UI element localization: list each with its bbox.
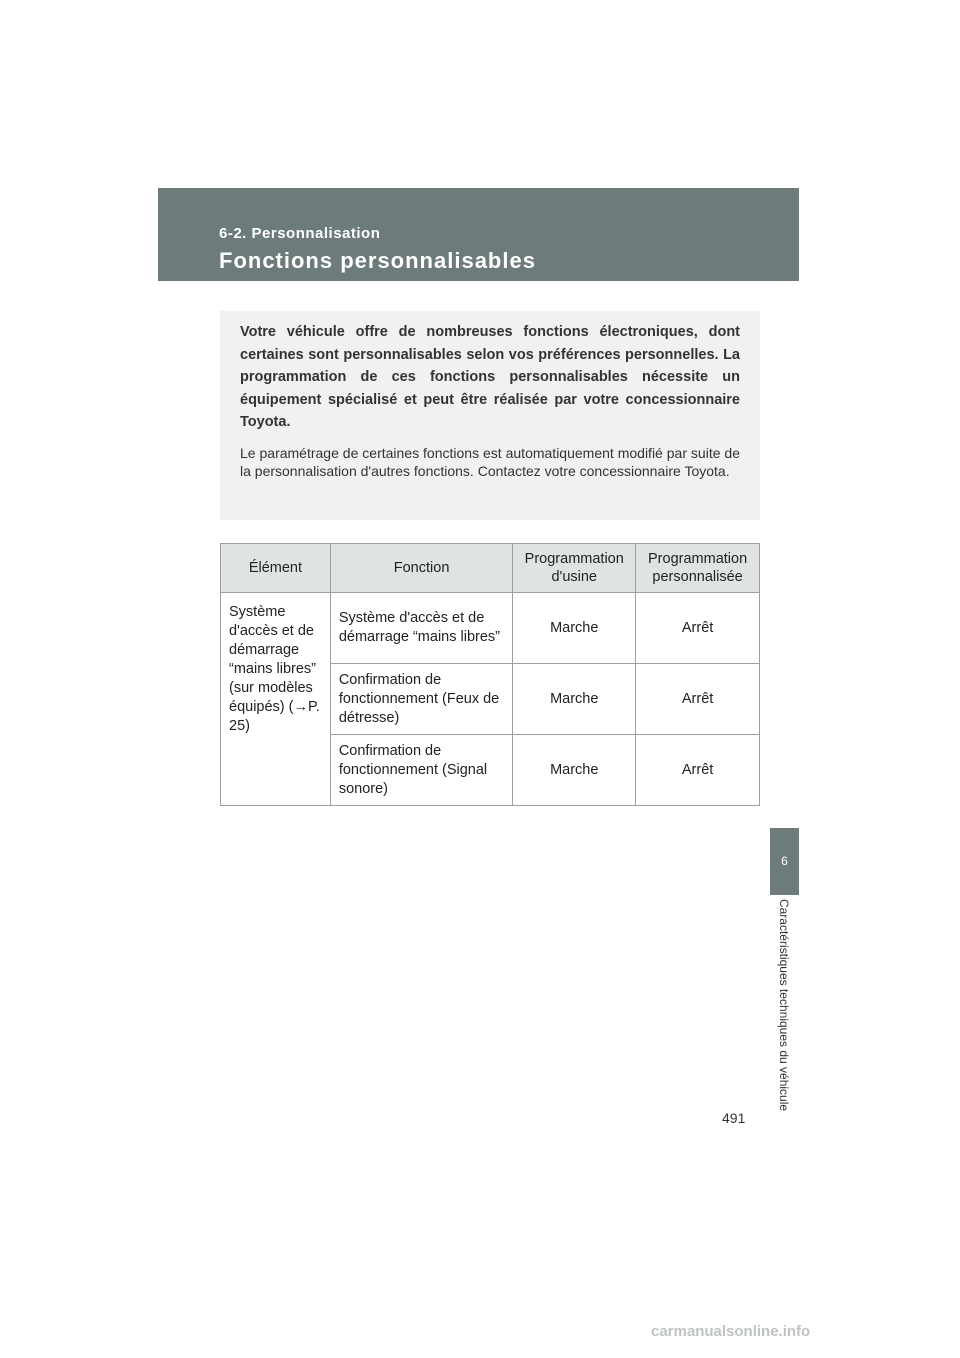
section-label: 6-2. Personnalisation [219,225,381,242]
header-element: Élément [221,544,331,593]
header-bar [158,188,799,281]
chapter-tab: 6 [770,828,799,895]
factory-cell: Marche [513,664,636,735]
factory-cell: Marche [513,593,636,664]
function-cell: Confirmation de fonctionnement (Feux de détresse) [330,664,513,735]
customization-table [220,543,760,806]
chapter-label: Caractéristiques techniques du véhicule [777,898,791,1112]
custom-cell: Arrêt [636,593,760,664]
header-custom-setting: Programmation personnalisée [636,544,760,593]
intro-box [220,311,760,520]
header-factory-setting: Programmation d'usine [513,544,636,593]
intro-bold-text: Votre véhicule offre de nombreuses fonctions électroniques, dont certaines sont personnalisables selon vos préférences personnelles. La programmation de ces fonctions personnalisables nécessite un équipement spécialisé et peut être réalisée par votre concessionnaire Toyota. [240,324,740,430]
intro-normal-text: Le paramétrage de certaines fonctions est automatiquement modifié par suite de la personnalisation d'autres fonctions. Contactez votre concessionnaire Toyota. [240,444,740,479]
function-cell: Confirmation de fonctionnement (Signal sonore) [330,735,513,806]
page-number: 491 [722,1110,746,1126]
table-header-row [221,544,760,593]
custom-cell: Arrêt [636,735,760,806]
header-function: Fonction [330,544,513,593]
watermark: carmanualsonline.info [651,1323,811,1340]
function-cell: Système d'accès et de démarrage “mains libres” [330,593,513,664]
element-cell: Système d'accès et de démarrage “mains libres” (sur modèles équipés) (→P. 25) [221,593,331,806]
page-title: Fonctions personnalisables [219,248,536,273]
factory-cell: Marche [513,735,636,806]
table-row [221,593,760,664]
custom-cell: Arrêt [636,664,760,735]
